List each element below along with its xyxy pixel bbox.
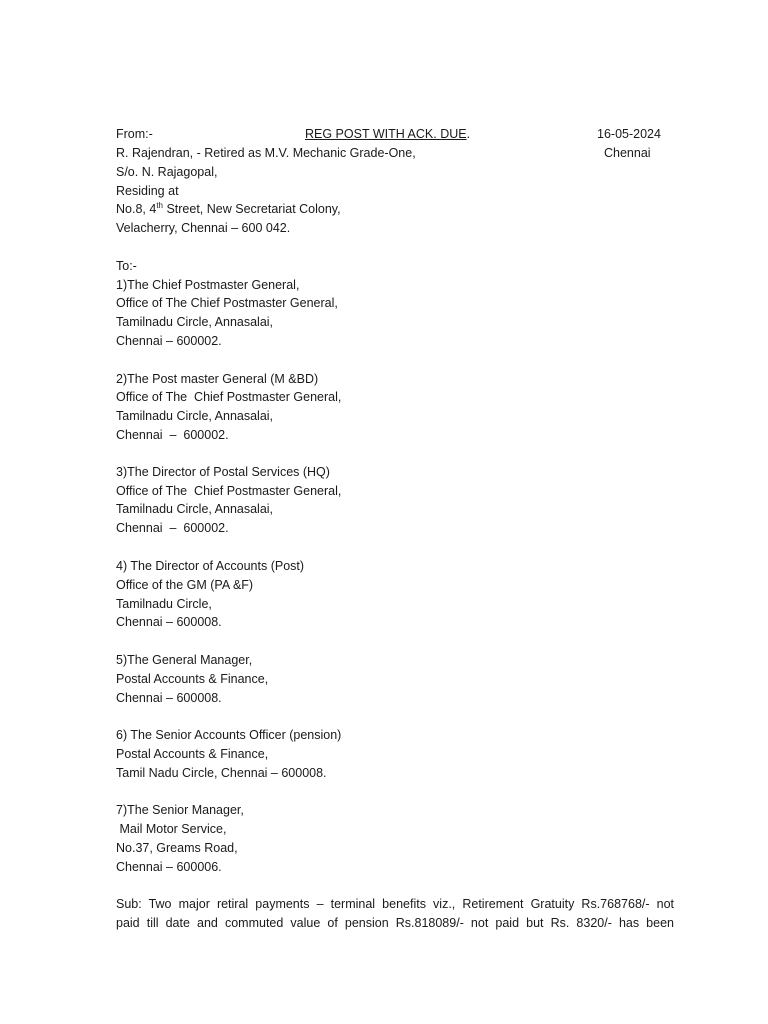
sender-address-post: Street, New Secretariat Colony, [162, 202, 341, 216]
recipient-7-line-3: No.37, Greams Road, [116, 841, 238, 855]
letter-place: Chennai [604, 146, 651, 160]
post-mode [305, 125, 470, 143]
recipient-2-line-2: Office of The Chief Postmaster General, [116, 390, 342, 404]
recipient-2-line-3: Tamilnadu Circle, Annasalai, [116, 409, 274, 423]
recipient-6-line-3: Tamil Nadu Circle, Chennai – 600008. [116, 766, 327, 780]
recipient-7-line-1: 7)The Senior Manager, [116, 803, 244, 817]
post-mode-text: REG POST WITH ACK. DUE [305, 127, 467, 141]
recipient-4-line-2: Office of the GM (PA &F) [116, 578, 254, 592]
recipient-4-line-3: Tamilnadu Circle, [116, 597, 212, 611]
letter-date: 16-05-2024 [597, 127, 661, 141]
recipient-1-line-2: Office of The Chief Postmaster General, [116, 296, 338, 310]
sender-address-sup: th [156, 200, 163, 210]
post-mode-suffix: . [466, 127, 471, 141]
recipient-7-line-2: Mail Motor Service, [116, 822, 227, 836]
recipient-5-line-3: Chennai – 600008. [116, 691, 222, 705]
recipient-5-line-2: Postal Accounts & Finance, [116, 672, 269, 686]
subject-line-2: paid till date and commuted value of pension Rs.818089/- not paid but Rs. 8320/- has been [116, 916, 674, 930]
recipient-3-line-4: Chennai – 600002. [116, 521, 229, 535]
recipient-4-line-4: Chennai – 600008. [116, 615, 222, 629]
recipient-6-line-2: Postal Accounts & Finance, [116, 747, 269, 761]
recipient-2-line-1: 2)The Post master General (M &BD) [116, 372, 319, 386]
recipient-6-line-1: 6) The Senior Accounts Officer (pension) [116, 728, 342, 742]
recipient-7-line-4: Chennai – 600006. [116, 860, 222, 874]
from-label: From:- [116, 127, 153, 141]
recipient-3-line-1: 3)The Director of Postal Services (HQ) [116, 465, 330, 479]
sender-line-1: R. Rajendran, - Retired as M.V. Mechanic Grade-One, [116, 146, 416, 160]
subject-line-1: Sub: Two major retiral payments – terminal benefits viz., Retirement Gratuity Rs.768768/- not [116, 897, 674, 911]
to-label: To:- [116, 259, 137, 273]
recipient-3-line-2: Office of The Chief Postmaster General, [116, 484, 342, 498]
recipient-3-line-3: Tamilnadu Circle, Annasalai, [116, 502, 274, 516]
sender-address-pre: No.8, 4 [116, 202, 157, 216]
recipient-2-line-4: Chennai – 600002. [116, 428, 229, 442]
sender-line-3: Residing at [116, 184, 179, 198]
sender-address [116, 200, 341, 218]
recipient-1-line-4: Chennai – 600002. [116, 334, 222, 348]
sender-line-5: Velacherry, Chennai – 600 042. [116, 221, 291, 235]
recipient-5-line-1: 5)The General Manager, [116, 653, 253, 667]
recipient-4-line-1: 4) The Director of Accounts (Post) [116, 559, 305, 573]
sender-line-2: S/o. N. Rajagopal, [116, 165, 218, 179]
recipient-1-line-3: Tamilnadu Circle, Annasalai, [116, 315, 274, 329]
recipient-1-line-1: 1)The Chief Postmaster General, [116, 278, 300, 292]
